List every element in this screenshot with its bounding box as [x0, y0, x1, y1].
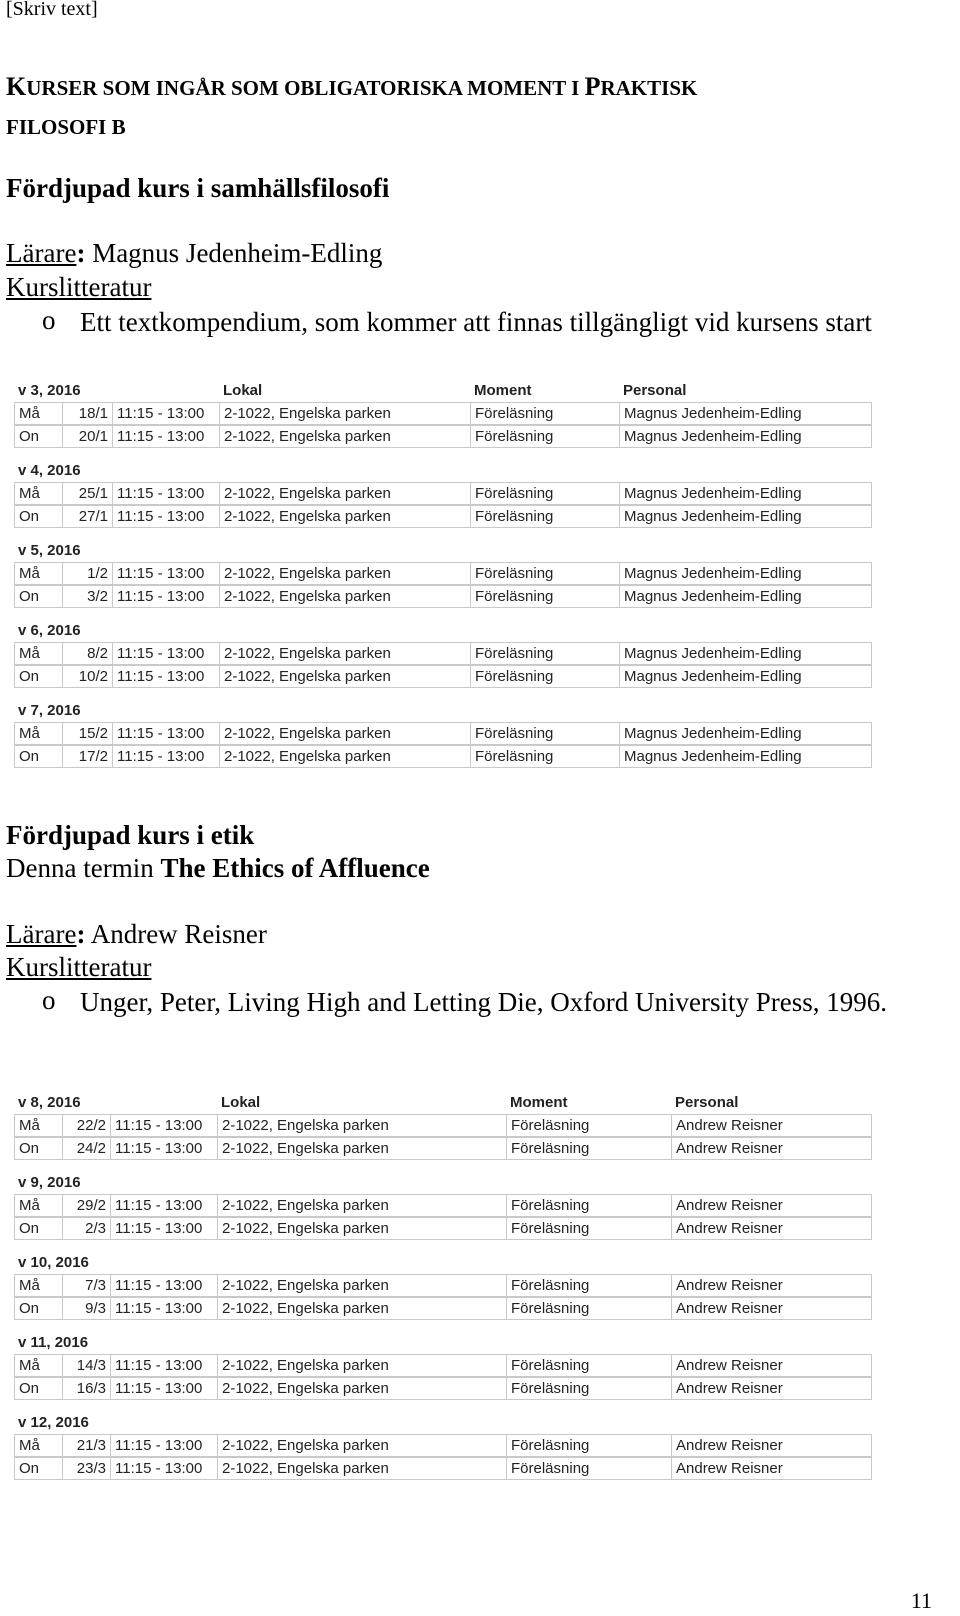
course1-title: Fördjupad kurs i samhällsfilosofi — [6, 173, 390, 203]
header-placeholder: [Skriv text] — [6, 0, 98, 20]
schedule-row — [14, 745, 872, 768]
week-label — [14, 1410, 872, 1434]
cell-moment: Föreläsning — [471, 643, 620, 664]
teacher-colon: : — [76, 919, 86, 949]
cell-staff: Magnus Jedenheim-Edling — [624, 645, 802, 662]
cell-room: 2-1022, Engelska parken — [218, 1355, 507, 1376]
heading-cap-k: K — [6, 72, 27, 101]
cell-time: 11:15 - 13:00 — [113, 746, 220, 767]
cell-date: 18/1 — [63, 403, 113, 424]
course1-literature-label: Kurslitteratur — [6, 272, 152, 302]
cell-staff: Andrew Reisner — [676, 1197, 783, 1214]
cell-day: On — [15, 1138, 63, 1159]
schedule-header — [14, 1090, 872, 1114]
schedule-row — [14, 722, 872, 745]
cell-day: Må — [15, 723, 63, 744]
week-label — [14, 538, 872, 562]
cell-time: 11:15 - 13:00 — [111, 1298, 218, 1319]
cell-staff: Magnus Jedenheim-Edling — [624, 588, 802, 605]
course2-literature-label: Kurslitteratur — [6, 952, 152, 982]
schedule-header — [14, 378, 872, 402]
schedule-row — [14, 1377, 872, 1400]
week-label — [14, 1330, 872, 1354]
schedule-row — [14, 1137, 872, 1160]
cell-moment: Föreläsning — [507, 1298, 672, 1319]
week-label-text: v 10, 2016 — [18, 1254, 89, 1271]
cell-time: 11:15 - 13:00 — [111, 1138, 218, 1159]
term-prefix: Denna termin — [6, 853, 161, 883]
cell-moment: Föreläsning — [471, 506, 620, 527]
schedule-row — [14, 665, 872, 688]
cell-staff: Andrew Reisner — [676, 1277, 783, 1294]
cell-day: On — [15, 1458, 63, 1479]
schedule-row — [14, 585, 872, 608]
schedule-row — [14, 1114, 872, 1137]
cell-moment: Föreläsning — [507, 1435, 672, 1456]
cell-day: Må — [15, 1115, 63, 1136]
cell-staff: Magnus Jedenheim-Edling — [624, 748, 802, 765]
heading-cap-p: P — [584, 72, 601, 101]
cell-room: 2-1022, Engelska parken — [220, 426, 471, 447]
cell-moment: Föreläsning — [507, 1275, 672, 1296]
cell-staff: Andrew Reisner — [676, 1437, 783, 1454]
cell-room: 2-1022, Engelska parken — [220, 586, 471, 607]
cell-date: 27/1 — [63, 506, 113, 527]
schedule-row — [14, 562, 872, 585]
cell-date: 3/2 — [63, 586, 113, 607]
week-label — [14, 1250, 872, 1274]
cell-time: 11:15 - 13:00 — [113, 643, 220, 664]
cell-staff: Magnus Jedenheim-Edling — [624, 565, 802, 582]
teacher-label: Lärare — [6, 919, 77, 949]
schedule-row — [14, 1457, 872, 1480]
cell-day: On — [15, 506, 63, 527]
week-label — [14, 618, 872, 642]
week-label — [14, 458, 872, 482]
schedule-row — [14, 1194, 872, 1217]
cell-staff: Andrew Reisner — [676, 1117, 783, 1134]
cell-room: 2-1022, Engelska parken — [218, 1275, 507, 1296]
schedule-row — [14, 425, 872, 448]
week-label-text: v 6, 2016 — [18, 622, 81, 639]
cell-time: 11:15 - 13:00 — [113, 483, 220, 504]
page-heading — [6, 68, 936, 146]
column-header-lokal: Lokal — [223, 382, 263, 399]
cell-day: On — [15, 746, 63, 767]
cell-staff: Magnus Jedenheim-Edling — [624, 668, 802, 685]
teacher-label: Lärare — [6, 238, 77, 268]
cell-room: 2-1022, Engelska parken — [220, 643, 471, 664]
cell-date: 29/2 — [63, 1195, 111, 1216]
literature-text: Unger, Peter, Living High and Letting Die, Oxford University Press, 1996. — [80, 987, 887, 1017]
schedule-row — [14, 1217, 872, 1240]
cell-moment: Föreläsning — [507, 1458, 672, 1479]
cell-room: 2-1022, Engelska parken — [220, 746, 471, 767]
column-header-lokal: Lokal — [221, 1094, 261, 1111]
cell-staff: Andrew Reisner — [676, 1140, 783, 1157]
cell-room: 2-1022, Engelska parken — [218, 1458, 507, 1479]
course1-literature-item — [0, 305, 960, 341]
cell-time: 11:15 - 13:00 — [113, 586, 220, 607]
cell-room: 2-1022, Engelska parken — [218, 1218, 507, 1239]
cell-moment: Föreläsning — [471, 723, 620, 744]
cell-date: 22/2 — [63, 1115, 111, 1136]
cell-room: 2-1022, Engelska parken — [220, 723, 471, 744]
teacher-colon: : — [76, 238, 86, 268]
cell-date: 15/2 — [63, 723, 113, 744]
cell-time: 11:15 - 13:00 — [111, 1195, 218, 1216]
course2-term — [6, 853, 430, 884]
course2-literature-item — [0, 985, 960, 1057]
cell-room: 2-1022, Engelska parken — [220, 666, 471, 687]
cell-staff: Magnus Jedenheim-Edling — [624, 485, 802, 502]
cell-time: 11:15 - 13:00 — [111, 1218, 218, 1239]
cell-room: 2-1022, Engelska parken — [220, 483, 471, 504]
cell-time: 11:15 - 13:00 — [113, 403, 220, 424]
cell-date: 24/2 — [63, 1138, 111, 1159]
cell-moment: Föreläsning — [471, 483, 620, 504]
cell-day: Må — [15, 1435, 63, 1456]
cell-date: 9/3 — [63, 1298, 111, 1319]
bullet-marker: o — [42, 985, 56, 1015]
column-header-moment: Moment — [474, 382, 532, 399]
week-label — [14, 1170, 872, 1194]
heading-rest-1: URSER SOM INGÅR SOM OBLIGATORISKA MOMENT I — [26, 76, 585, 100]
cell-date: 10/2 — [63, 666, 113, 687]
cell-room: 2-1022, Engelska parken — [218, 1115, 507, 1136]
cell-day: Må — [15, 1275, 63, 1296]
cell-day: On — [15, 426, 63, 447]
cell-date: 7/3 — [63, 1275, 111, 1296]
week-label-text: v 8, 2016 — [18, 1094, 81, 1111]
cell-moment: Föreläsning — [507, 1138, 672, 1159]
cell-date: 14/3 — [63, 1355, 111, 1376]
cell-moment: Föreläsning — [471, 666, 620, 687]
cell-day: Må — [15, 1195, 63, 1216]
cell-day: Må — [15, 643, 63, 664]
cell-time: 11:15 - 13:00 — [111, 1435, 218, 1456]
cell-day: On — [15, 586, 63, 607]
cell-room: 2-1022, Engelska parken — [218, 1138, 507, 1159]
schedule-row — [14, 402, 872, 425]
cell-date: 25/1 — [63, 483, 113, 504]
schedule-row — [14, 1434, 872, 1457]
heading-line-2: FILOSOFI B — [6, 115, 126, 139]
heading-rest-2: RAKTISK — [600, 76, 698, 100]
cell-date: 8/2 — [63, 643, 113, 664]
week-label-text: v 7, 2016 — [18, 702, 81, 719]
literature-text: Ett textkompendium, som kommer att finnas tillgängligt vid kursens start — [80, 307, 872, 337]
cell-staff: Andrew Reisner — [676, 1220, 783, 1237]
cell-day: On — [15, 1378, 63, 1399]
cell-room: 2-1022, Engelska parken — [220, 403, 471, 424]
course2-teacher — [6, 919, 267, 950]
cell-moment: Föreläsning — [507, 1218, 672, 1239]
bullet-marker: o — [42, 305, 56, 335]
cell-day: Må — [15, 563, 63, 584]
cell-day: On — [15, 666, 63, 687]
course2-title: Fördjupad kurs i etik — [6, 820, 255, 850]
cell-day: Må — [15, 483, 63, 504]
cell-date: 16/3 — [63, 1378, 111, 1399]
cell-room: 2-1022, Engelska parken — [218, 1195, 507, 1216]
cell-day: Må — [15, 403, 63, 424]
schedule-row — [14, 482, 872, 505]
cell-moment: Föreläsning — [507, 1115, 672, 1136]
schedule-row — [14, 1274, 872, 1297]
cell-time: 11:15 - 13:00 — [113, 723, 220, 744]
week-label-text: v 5, 2016 — [18, 542, 81, 559]
cell-staff: Andrew Reisner — [676, 1300, 783, 1317]
cell-date: 17/2 — [63, 746, 113, 767]
cell-time: 11:15 - 13:00 — [113, 506, 220, 527]
page-number: 11 — [910, 1588, 932, 1613]
cell-moment: Föreläsning — [471, 403, 620, 424]
cell-staff: Magnus Jedenheim-Edling — [624, 428, 802, 445]
cell-time: 11:15 - 13:00 — [111, 1458, 218, 1479]
cell-moment: Föreläsning — [471, 426, 620, 447]
cell-moment: Föreläsning — [471, 586, 620, 607]
cell-date: 21/3 — [63, 1435, 111, 1456]
schedule-row — [14, 1354, 872, 1377]
cell-time: 11:15 - 13:00 — [111, 1275, 218, 1296]
cell-staff: Andrew Reisner — [676, 1460, 783, 1477]
column-header-personal: Personal — [675, 1094, 739, 1111]
cell-day: On — [15, 1298, 63, 1319]
cell-time: 11:15 - 13:00 — [113, 426, 220, 447]
cell-room: 2-1022, Engelska parken — [218, 1378, 507, 1399]
cell-time: 11:15 - 13:00 — [111, 1355, 218, 1376]
schedule-row — [14, 1297, 872, 1320]
cell-room: 2-1022, Engelska parken — [220, 563, 471, 584]
cell-day: Må — [15, 1355, 63, 1376]
cell-moment: Föreläsning — [507, 1355, 672, 1376]
cell-date: 2/3 — [63, 1218, 111, 1239]
teacher-name: Magnus Jedenheim-Edling — [92, 238, 383, 268]
course1-teacher — [6, 238, 382, 269]
cell-staff: Magnus Jedenheim-Edling — [624, 508, 802, 525]
cell-staff: Magnus Jedenheim-Edling — [624, 405, 802, 422]
week-label-text: v 12, 2016 — [18, 1414, 89, 1431]
week-label — [14, 698, 872, 722]
term-title: The Ethics of Affluence — [160, 853, 430, 883]
cell-room: 2-1022, Engelska parken — [220, 506, 471, 527]
cell-room: 2-1022, Engelska parken — [218, 1435, 507, 1456]
cell-time: 11:15 - 13:00 — [111, 1378, 218, 1399]
cell-moment: Föreläsning — [471, 563, 620, 584]
cell-staff: Magnus Jedenheim-Edling — [624, 725, 802, 742]
cell-moment: Föreläsning — [507, 1195, 672, 1216]
schedule-row — [14, 642, 872, 665]
cell-day: On — [15, 1218, 63, 1239]
column-header-personal: Personal — [623, 382, 687, 399]
cell-date: 23/3 — [63, 1458, 111, 1479]
cell-staff: Andrew Reisner — [676, 1380, 783, 1397]
week-label-text: v 3, 2016 — [18, 382, 81, 399]
teacher-name: Andrew Reisner — [90, 919, 267, 949]
cell-moment: Föreläsning — [471, 746, 620, 767]
cell-time: 11:15 - 13:00 — [113, 666, 220, 687]
week-label-text: v 11, 2016 — [18, 1334, 89, 1351]
cell-time: 11:15 - 13:00 — [113, 563, 220, 584]
week-label-text: v 9, 2016 — [18, 1174, 81, 1191]
schedule-row — [14, 505, 872, 528]
cell-date: 1/2 — [63, 563, 113, 584]
week-label-text: v 4, 2016 — [18, 462, 81, 479]
cell-date: 20/1 — [63, 426, 113, 447]
cell-staff: Andrew Reisner — [676, 1357, 783, 1374]
cell-time: 11:15 - 13:00 — [111, 1115, 218, 1136]
column-header-moment: Moment — [510, 1094, 568, 1111]
cell-room: 2-1022, Engelska parken — [218, 1298, 507, 1319]
cell-moment: Föreläsning — [507, 1378, 672, 1399]
